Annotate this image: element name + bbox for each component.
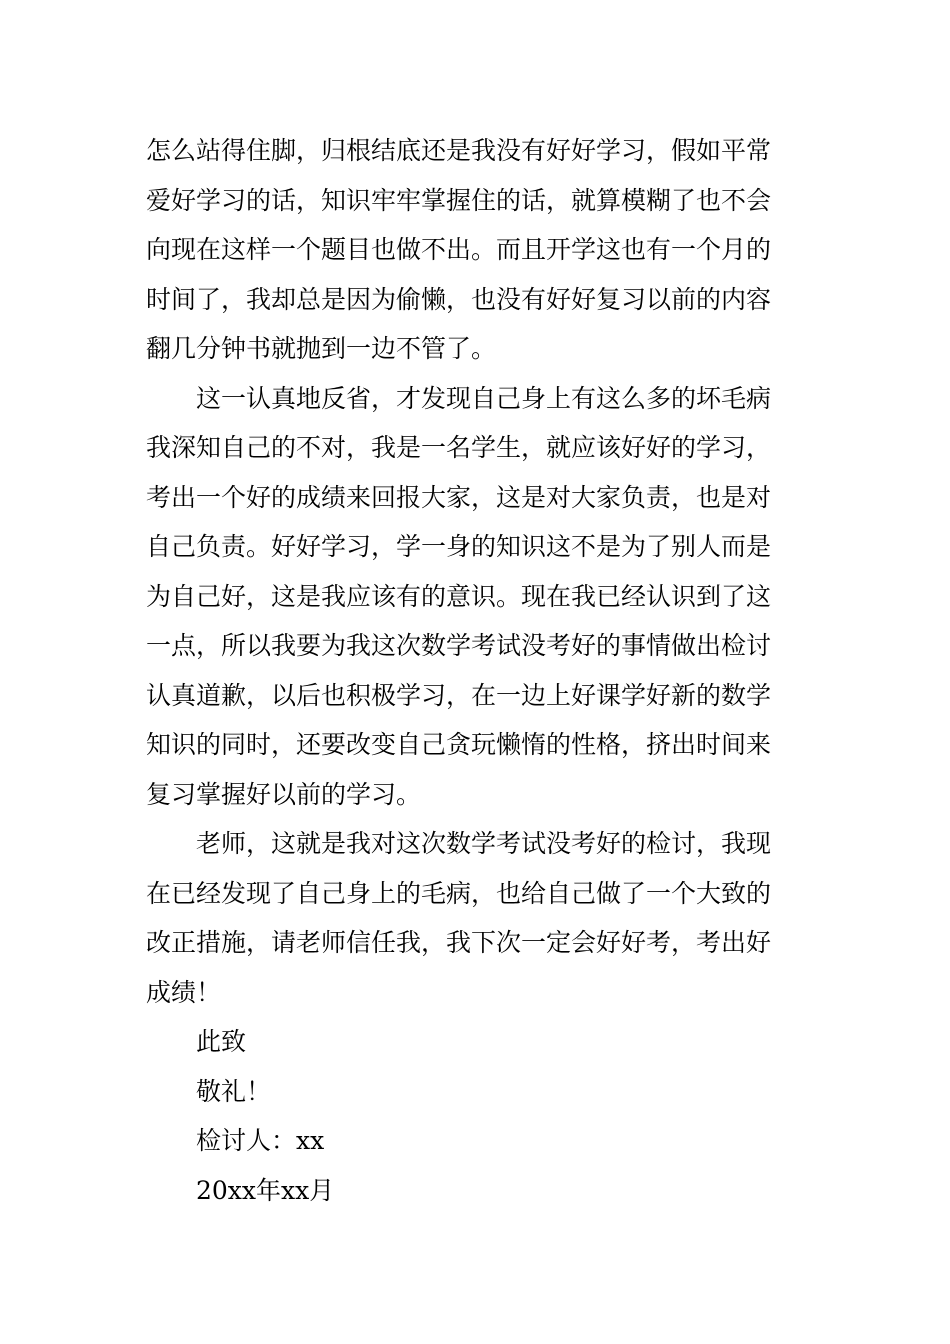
date: 20xx年xx月 (196, 1175, 335, 1205)
text-line: 在已经发现了自己身上的毛病，也给自己做了一个大致的 (146, 878, 772, 908)
signer: 检讨人：xx (196, 1126, 325, 1155)
text-line: 为自己好，这是我应该有的意识。现在我已经认识到了这 (146, 581, 772, 611)
text-line: 爱好学习的话，知识牢牢掌握住的话，就算模糊了也不会 (146, 185, 772, 215)
text-line: 向现在这样一个题目也做不出。而且开学这也有一个月的 (146, 235, 772, 264)
text-line: 怎么站得住脚，归根结底还是我没有好好学习，假如平常 (146, 136, 772, 165)
text-line: 成绩！ (146, 977, 222, 1007)
text-line: 自己负责。好好学习，学一身的知识这不是为了别人而是 (146, 532, 772, 561)
text-line: 老师，这就是我对这次数学考试没考好的检讨，我现 (196, 829, 772, 858)
text-line: 复习掌握好以前的学习。 (146, 779, 422, 809)
text-line: 改正措施，请老师信任我，我下次一定会好好考，考出好 (146, 928, 772, 957)
document-page (146, 126, 806, 1215)
paragraph-3 (146, 819, 806, 1017)
text-line: 考出一个好的成绩来回报大家，这是对大家负责，也是对 (146, 482, 772, 512)
text-line: 我深知自己的不对，我是一名学生，就应该好好的学习， (146, 433, 772, 462)
text-line: 这一认真地反省，才发现自己身上有这么多的坏毛病 (196, 383, 772, 413)
paragraph-1 (146, 126, 806, 374)
paragraph-2 (146, 374, 806, 820)
letter-closing (146, 1017, 806, 1215)
text-line: 时间了，我却总是因为偷懒，也没有好好复习以前的内容 (146, 284, 772, 314)
text-line: 认真道歉，以后也积极学习，在一边上好课学好新的数学 (146, 680, 772, 710)
text-line: 翻几分钟书就抛到一边不管了。 (146, 334, 497, 363)
text-line: 知识的同时，还要改变自己贪玩懒惰的性格，挤出时间来 (146, 730, 772, 759)
text-line: 一点，所以我要为我这次数学考试没考好的事情做出检讨 (146, 631, 772, 660)
regards: 敬礼！ (196, 1076, 272, 1106)
salutation: 此致 (196, 1027, 247, 1056)
